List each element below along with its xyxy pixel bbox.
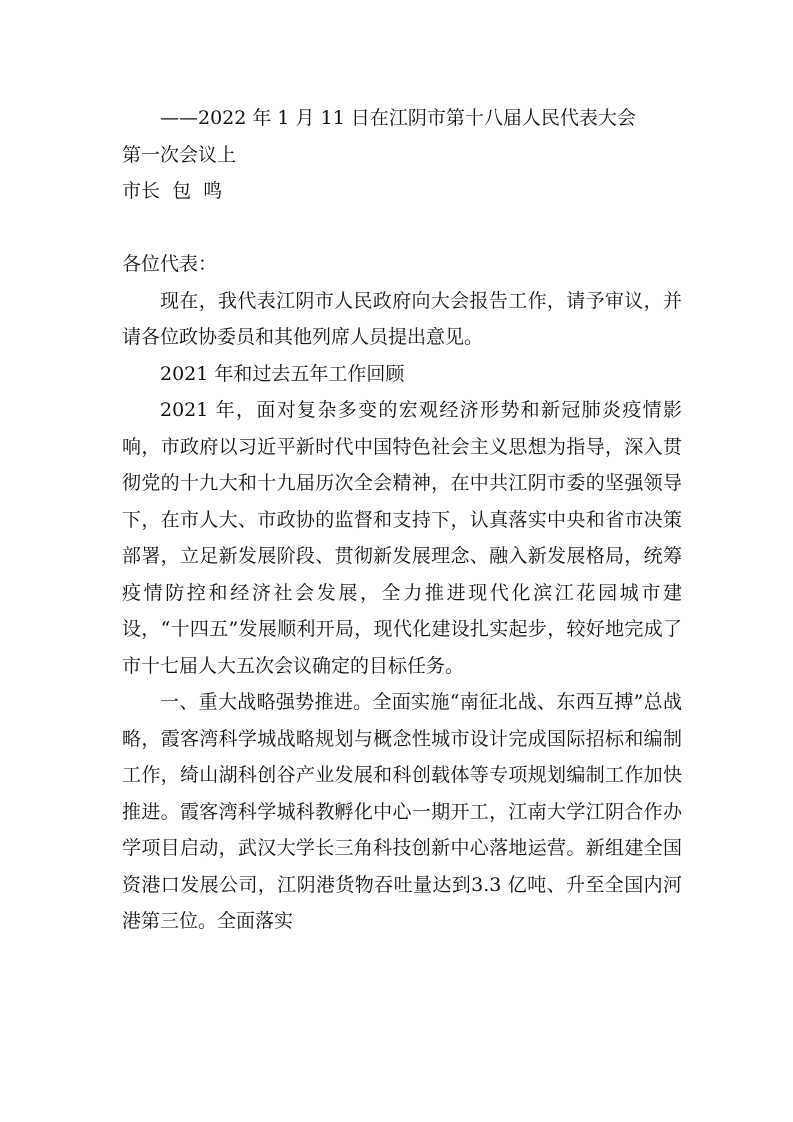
- section-heading: 2021 年和过去五年工作回顾: [160, 362, 405, 385]
- report-author: 市长 包 鸣: [122, 180, 223, 202]
- blank-line: [122, 210, 682, 247]
- salutation: 各位代表：: [122, 253, 218, 275]
- intro-paragraph: 现在，我代表江阴市人民政府向大会报告工作，请予审议，并请各位政协委员和其他列席人员提出意见。: [122, 289, 682, 348]
- overview-paragraph: 2021 年，面对复杂多变的宏观经济形势和新冠肺炎疫情影响，市政府以习近平新时代中国特色社会主义思想为指导，深入贯彻党的十九大和十九届历次全会精神，在中共江阴市委的坚强领导下，在市人大、市政协的监督和支持下，认真落实中央和省市决策部署，立足新发展阶段、贯彻新发展理念、融入新发展格局，统筹疫情防控和经济社会发展，全力推进现代化滨江花园城市建设，“十四五”发展顺利开局，现代化建设扎实起步，较好地完成了市十七届人大五次会议确定的目标任务。: [122, 399, 682, 677]
- document-body: [122, 100, 682, 940]
- report-subtitle-line1: ——2022 年 1 月 11 日在江阴市第十八届人民代表大会: [160, 107, 636, 129]
- report-subtitle-line2: 第一次会议上: [122, 143, 237, 166]
- item-one-paragraph: 一、重大战略强势推进。全面实施“南征北战、东西互搏”总战略，霞客湾科学城战略规划与概念性城市设计完成国际招标和编制工作，绮山湖科创谷产业发展和科创载体等专项规划编制工作加快推进。霞客湾科学城科教孵化中心一期开工，江南大学江阴合作办学项目启动，武汉大学长三角科技创新中心落地运营。新组建全国资港口发展公司，江阴港货物吞吐量达到3.3 亿吨、升至全国内河港第三位。全面落实: [122, 691, 682, 932]
